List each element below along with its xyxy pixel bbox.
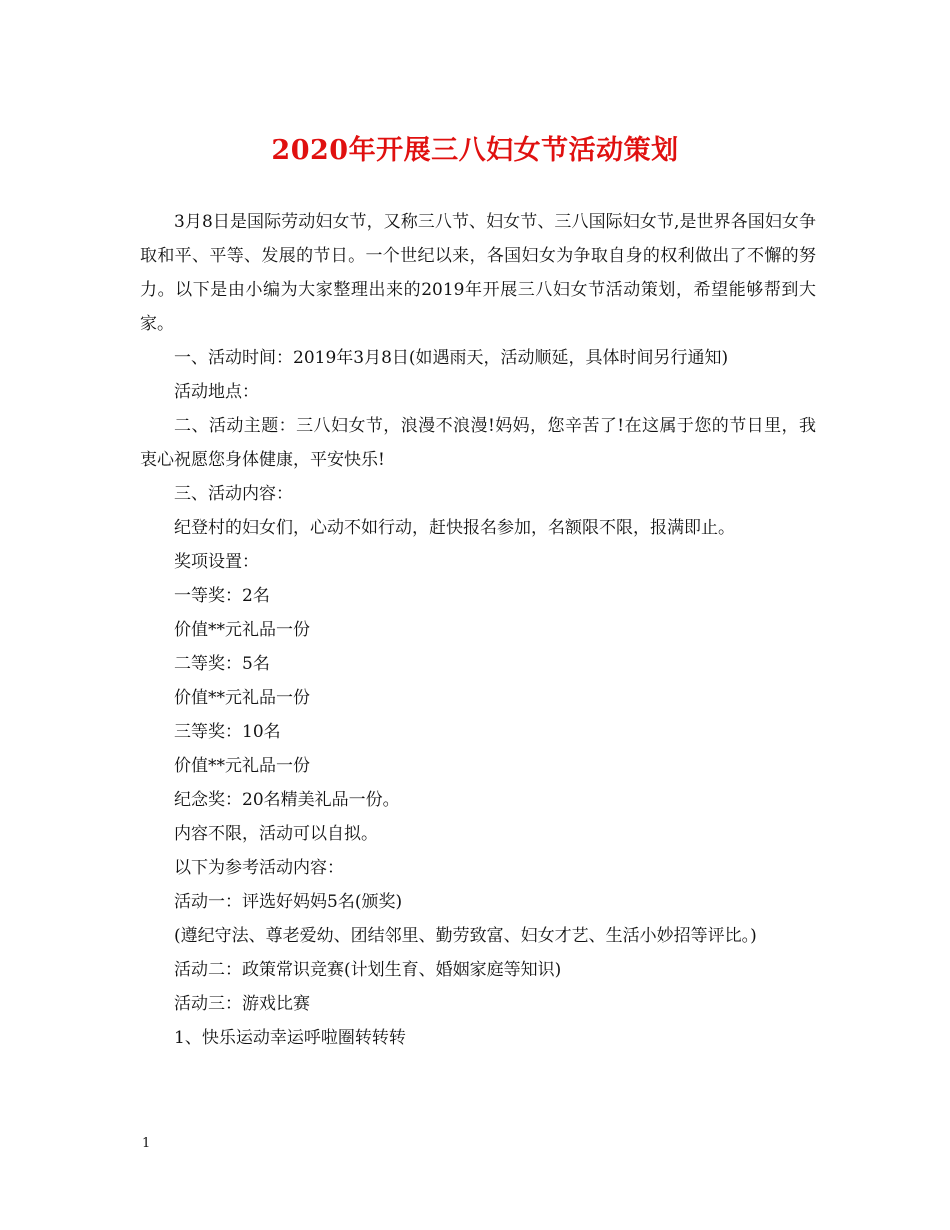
paragraph-second-prize: 二等奖：5名 [174, 654, 270, 674]
paragraph-activity-two: 活动二：政策常识竞赛(计划生育、婚姻家庭等知识) [174, 960, 562, 980]
paragraph-awards-heading: 奖项设置： [174, 552, 259, 572]
paragraph-activity-location: 活动地点： [174, 382, 259, 402]
paragraph-activity-one-detail: (遵纪守法、尊老爱幼、团结邻里、勤劳致富、妇女才艺、生活小妙招等评比。) [174, 926, 757, 946]
document-body [140, 205, 816, 1055]
paragraph-registration: 纪登村的妇女们，心动不如行动，赶快报名参加，名额限不限，报满即止。 [174, 518, 735, 538]
paragraph-first-prize: 一等奖：2名 [174, 586, 270, 606]
paragraph-content-unlimited: 内容不限，活动可以自拟。 [174, 824, 378, 844]
paragraph-activity-time: 一、活动时间：2019年3月8日(如遇雨天，活动顺延，具体时间另行通知) [174, 348, 729, 368]
paragraph-souvenir-prize: 纪念奖：20名精美礼品一份。 [174, 790, 400, 810]
paragraph-reference-heading: 以下为参考活动内容： [174, 858, 344, 878]
paragraph-first-prize-value: 价值**元礼品一份 [174, 620, 310, 640]
paragraph-activity-content-heading: 三、活动内容： [174, 484, 293, 504]
page-number: 1 [142, 1136, 151, 1151]
paragraph-activity-theme: 二、活动主题：三八妇女节，浪漫不浪漫!妈妈，您辛苦了!在这属于您的节日里，我衷心祝愿您身体健康，平安快乐! [140, 416, 816, 470]
paragraph-activity-three: 活动三：游戏比赛 [174, 994, 310, 1014]
document-title: 2020年开展三八妇女节活动策划 [271, 135, 679, 166]
paragraph-third-prize: 三等奖：10名 [174, 722, 281, 742]
paragraph-activity-one: 活动一：评选好妈妈5名(颁奖) [174, 892, 403, 912]
paragraph-intro: 3月8日是国际劳动妇女节，又称三八节、妇女节、三八国际妇女节,是世界各国妇女争取和平、平等、发展的节日。一个世纪以来，各国妇女为争取自身的权利做出了不懈的努力。以下是由小编为大家整理出来的2019年开展三八妇女节活动策划，希望能够帮到大家。 [140, 212, 816, 334]
paragraph-third-prize-value: 价值**元礼品一份 [174, 756, 310, 776]
paragraph-second-prize-value: 价值**元礼品一份 [174, 688, 310, 708]
paragraph-game-one: 1、快乐运动幸运呼啦圈转转转 [174, 1028, 406, 1048]
